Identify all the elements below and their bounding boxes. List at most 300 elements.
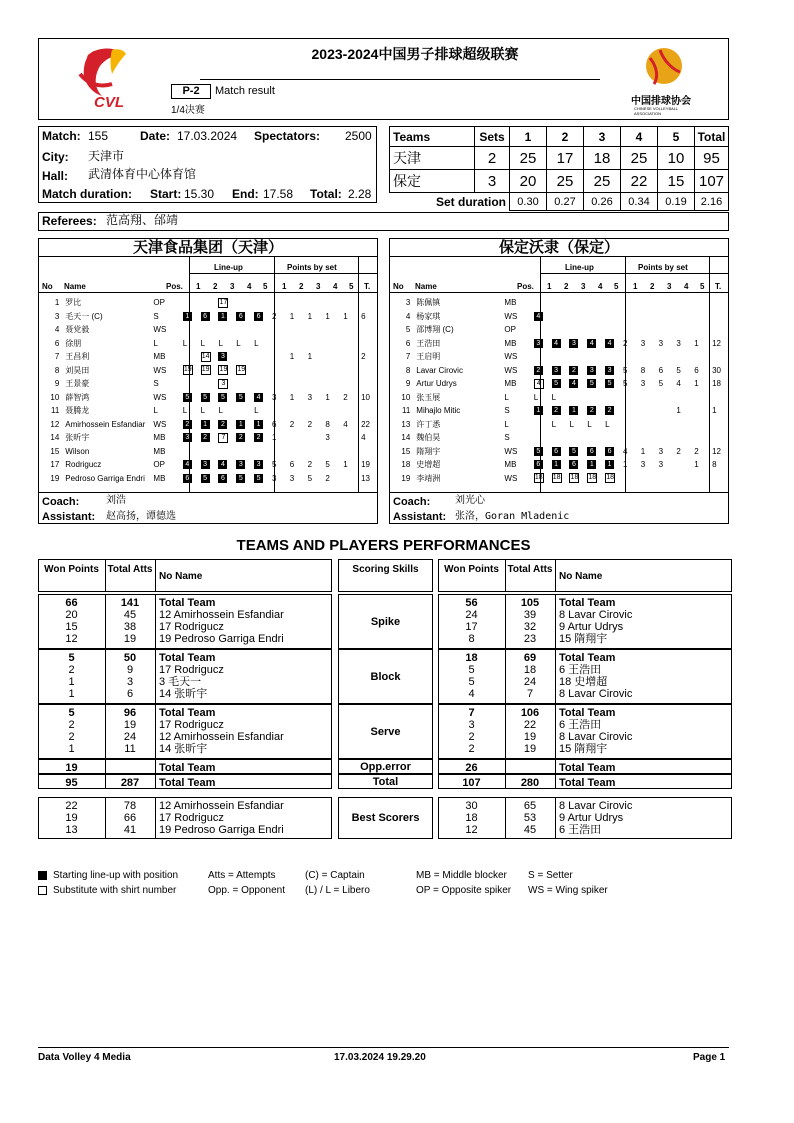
set-points [325, 323, 343, 337]
player-name: 李靖洲 [416, 473, 441, 483]
perf-spike-vline [155, 594, 156, 649]
perf-spike-vline [555, 594, 556, 649]
score-header-cell: Sets [475, 127, 510, 147]
lineup-cell [183, 391, 201, 405]
set-points: 4 [676, 379, 681, 388]
player-pos: MB [153, 446, 166, 456]
start-position-box: 3 [236, 460, 245, 469]
lineup-cell [534, 310, 552, 324]
player-no: 14 [50, 433, 60, 442]
perf-block-atts: 18 [523, 664, 537, 676]
player-row [389, 431, 729, 445]
perf-spike-vline [105, 594, 106, 649]
player-row [38, 364, 378, 378]
player-total [712, 323, 729, 337]
team-b-coach-label: Coach: [393, 496, 431, 508]
spectators-value: 2500 [345, 129, 372, 143]
perf-header-vline [105, 559, 106, 592]
perf-serve-box [438, 704, 732, 759]
perf-serve-box [38, 704, 332, 759]
lineup-cell [587, 431, 605, 445]
lineup-cell [587, 310, 605, 324]
start-position-box: 5 [236, 393, 245, 402]
set-points [694, 418, 712, 432]
set-points: 2 [307, 419, 313, 429]
perf-serve-vline [105, 704, 106, 759]
set-points [325, 296, 343, 310]
perf-block-atts: 24 [523, 676, 537, 688]
player-no: 8 [54, 365, 60, 375]
lineup-cell [183, 431, 201, 445]
set-points [325, 337, 343, 351]
set-points [343, 350, 361, 364]
player-row [389, 296, 729, 310]
start-position-box: 2 [605, 406, 614, 415]
lineup-cell [552, 472, 570, 486]
start-position-box: 6 [552, 447, 561, 456]
lineup-cell: L [218, 406, 223, 415]
set-points [623, 350, 641, 364]
perf-title: TEAMS AND PLAYERS PERFORMANCES [236, 537, 531, 554]
player-pos: L [153, 406, 158, 415]
perf-block-won: 1 [68, 688, 75, 700]
lineup-cell [183, 377, 201, 391]
perf-total-skill-box [338, 774, 433, 789]
perf-block-atts: 50 [123, 652, 137, 664]
perf-opp-error-skill: Opp.error [360, 760, 411, 773]
player-no: 7 [405, 352, 411, 361]
perf-spike-player: Total Team [159, 597, 216, 609]
player-row [38, 296, 378, 310]
lineup-cell [236, 391, 254, 405]
perf-spike-atts: 45 [123, 609, 137, 621]
perf-opp-error-vline [555, 759, 556, 774]
set-points [343, 364, 361, 378]
hall-value: 武清体育中心体育馆 [88, 167, 197, 181]
lineup-cell [183, 458, 201, 472]
perf-spike-player: Total Team [559, 597, 616, 609]
player-name: Mihajlo Mitic [416, 406, 461, 415]
doc-title: Match result [215, 85, 275, 97]
lineup-cell [218, 431, 236, 445]
start-position-box: 1 [569, 406, 578, 415]
stage: 1/4决赛 [171, 105, 205, 116]
lineup-cell [201, 310, 219, 324]
perf-skill-header-box [338, 559, 433, 592]
score-set: 25 [510, 147, 547, 170]
perf-block-player: 17 Rodrigucz [159, 664, 224, 676]
start-position-box: 3 [218, 352, 227, 361]
perf-block-box [38, 649, 332, 704]
perf-serve-atts: 106 [520, 707, 540, 719]
start-position-box: 6 [254, 312, 263, 321]
page-title: 2023-2024中国男子排球超级联赛 [311, 46, 519, 62]
set-points [290, 431, 308, 445]
set-points: 1 [325, 311, 330, 321]
lineup-cell [534, 431, 552, 445]
perf-spike-won: 12 [65, 633, 78, 645]
col-pset: 2 [650, 282, 655, 291]
substitute-box: 17 [219, 298, 228, 306]
player-row [38, 472, 378, 486]
start-position-box: 4 [534, 312, 543, 321]
lineup-cell [218, 310, 236, 324]
lineup-cell [552, 364, 570, 378]
lineup-cell [236, 310, 254, 324]
lineup-cell [201, 391, 219, 405]
set-points: 1 [694, 338, 699, 348]
cvl-logo-text: CVL [94, 94, 124, 111]
lineup-cell [183, 472, 201, 486]
set-points: 2 [289, 419, 295, 429]
team-a-name: 天津食品集团（天津） [132, 238, 283, 256]
player-no: 1 [54, 298, 60, 307]
perf-header-vline [155, 559, 156, 592]
lineup-cell [587, 377, 605, 391]
lineup-cell [569, 296, 587, 310]
set-points: 3 [676, 338, 681, 348]
col-pset: 2 [299, 282, 304, 291]
perf-serve-atts: 96 [123, 707, 137, 719]
player-name: 王浩田 [416, 338, 441, 348]
col-pset: 5 [700, 282, 705, 291]
set-points [325, 445, 343, 459]
player-pos: WS [504, 311, 518, 321]
set-points [623, 296, 641, 310]
lineup-cell [587, 323, 605, 337]
set-points: 1 [622, 460, 628, 469]
lineup-cell [183, 310, 201, 324]
lineup-cell [569, 431, 587, 445]
best-player: 17 Rodrigucz [159, 812, 224, 824]
start-position-box: 4 [569, 379, 578, 388]
team-b-head-line2 [389, 292, 729, 293]
set-points [308, 364, 326, 378]
footer-line [38, 1047, 729, 1048]
lineup-cell [254, 391, 272, 405]
best-player: 8 Lavar Cirovic [559, 800, 633, 812]
set-points [676, 350, 694, 364]
player-row [389, 364, 729, 378]
perf-total-player: Total Team [559, 777, 616, 789]
perf-serve-won: 2 [468, 731, 475, 743]
team-b-bottom-line [389, 492, 729, 493]
set-points: 2 [694, 446, 699, 456]
start-position-box: 6 [569, 460, 578, 469]
set-points [272, 404, 290, 418]
start-position-box: 5 [587, 379, 596, 388]
player-row [389, 310, 729, 324]
city-label: City: [42, 150, 69, 164]
player-table [389, 296, 729, 485]
player-row [38, 404, 378, 418]
perf-block-box [438, 649, 732, 704]
lineup-cell [587, 364, 605, 378]
perf-spike-won: 66 [65, 597, 78, 609]
player-name: Wilson [65, 446, 90, 456]
perf-serve-player: 14 张昕宇 [159, 743, 208, 755]
lineup-cell [605, 310, 623, 324]
legend-sub: Substitute with shirt number [53, 885, 177, 896]
set-points: 1 [307, 311, 313, 321]
set-points [659, 350, 677, 364]
score-set: 25 [621, 147, 658, 170]
lineup-cell: L [551, 392, 557, 402]
end-label: End: [232, 187, 259, 201]
set-points [641, 404, 659, 418]
perf-opp-error-vline [105, 759, 106, 774]
col-no: No [42, 282, 53, 291]
perf-spike-won: 20 [65, 609, 78, 621]
substitute-box: 3 [218, 379, 228, 389]
score-row [390, 170, 729, 193]
team-a-coach-label: Coach: [42, 496, 80, 508]
player-no: 15 [50, 446, 60, 456]
player-no: 9 [405, 379, 411, 388]
legend-op: OP = Opposite spiker [416, 885, 512, 896]
lineup-cell [254, 323, 272, 337]
team-b-head-line [540, 273, 729, 274]
set-duration: 0.19 [658, 193, 695, 211]
player-total [712, 472, 729, 486]
perf-block-atts: 69 [523, 652, 537, 664]
perf-block-won: 2 [68, 664, 75, 676]
perf-serve-atts: 19 [123, 719, 137, 731]
legend-opp: Opp. = Opponent [208, 885, 286, 896]
perf-opp-error-player: Total Team [559, 762, 616, 774]
score-team: 天津 [390, 147, 475, 170]
lineup-cell [534, 472, 552, 486]
player-pos: MB [504, 460, 517, 469]
score-team: 保定 [390, 170, 475, 193]
col-pos: Pos. [166, 282, 183, 291]
start-position-box: 2 [183, 420, 192, 429]
player-no: 15 [401, 446, 411, 456]
lineup-cell [552, 445, 570, 459]
player-total [712, 310, 729, 324]
player-total [361, 337, 378, 351]
lineup-cell [569, 377, 587, 391]
set-points [343, 296, 361, 310]
set-points: 1 [640, 446, 646, 456]
perf-spike-won: 56 [465, 597, 478, 609]
player-pos: MB [504, 338, 517, 348]
set-points [623, 391, 641, 405]
perf-header-box [38, 559, 332, 592]
start-position-box: 5 [236, 474, 245, 483]
player-no: 4 [405, 311, 411, 321]
set-points: 8 [640, 365, 646, 375]
best-atts: 65 [523, 800, 537, 812]
set-points: 3 [289, 473, 295, 483]
player-pos: WS [504, 352, 518, 361]
hall-label: Hall: [42, 169, 69, 183]
set-points: 3 [307, 392, 313, 402]
best-won: 22 [65, 800, 78, 812]
perf-total-vline [505, 774, 506, 789]
set-points [659, 404, 677, 418]
player-no: 11 [50, 406, 60, 415]
perf-total-atts: 287 [120, 777, 140, 789]
perf-serve-player: 17 Rodrigucz [159, 719, 224, 731]
score-total: 107 [695, 170, 729, 193]
referees-label: Referees: [42, 214, 97, 228]
perf-block-vline [505, 649, 506, 704]
set-points [641, 350, 659, 364]
total-value: 2.28 [348, 187, 372, 201]
player-no: 12 [50, 419, 60, 429]
player-no: 9 [54, 379, 60, 388]
perf-serve-atts: 22 [523, 719, 537, 731]
perf-hdr-skill: Scoring Skills [352, 564, 419, 575]
set-points: 1 [325, 392, 330, 402]
start-position-box: 5 [605, 379, 614, 388]
team-b-coach: 刘光心 [455, 495, 485, 506]
set-points [308, 323, 326, 337]
perf-total-skill: Total [372, 775, 399, 788]
set-points [659, 391, 677, 405]
lineup-cell [201, 364, 219, 378]
player-total [712, 391, 729, 405]
col-set: 5 [614, 282, 619, 291]
player-name: 杨家琪 [416, 311, 441, 321]
set-points [659, 472, 677, 486]
set-points: 1 [271, 433, 277, 442]
set-points [694, 310, 712, 324]
lineup-cell [587, 458, 605, 472]
player-name: 刘昊田 [65, 365, 90, 375]
player-no: 10 [50, 392, 60, 402]
player-no: 19 [50, 473, 60, 483]
perf-block-player: 14 张昕宇 [159, 688, 208, 700]
start-position-box: 3 [552, 366, 561, 375]
score-total: 95 [695, 147, 729, 170]
perf-spike-atts: 141 [120, 597, 140, 609]
lineup-cell [569, 323, 587, 337]
perf-block-won: 5 [468, 664, 475, 676]
lineup-cell [605, 323, 623, 337]
player-pos: OP [153, 460, 165, 469]
start-position-box: 4 [254, 393, 263, 402]
player-total [361, 364, 378, 378]
lineup-cell [183, 445, 201, 459]
lineup-cell [605, 391, 623, 405]
perf-block-vline [555, 649, 556, 704]
lineup-cell [183, 323, 201, 337]
perf-spike-won: 8 [468, 633, 475, 645]
player-total: 12 [712, 338, 721, 348]
perf-block-player: 8 Lavar Cirovic [559, 688, 633, 700]
start-position-box: 5 [183, 393, 192, 402]
set-points: 5 [676, 365, 681, 375]
perf-hdr-total: Total Atts [107, 564, 153, 575]
lineup-cell [587, 472, 605, 486]
player-row [38, 377, 378, 391]
lineup-cell [218, 364, 236, 378]
set-points [694, 404, 712, 418]
points-title: Points by set [638, 263, 688, 272]
player-name: 聂党毅 [65, 325, 90, 334]
points-title: Points by set [287, 263, 337, 272]
perf-spike-atts: 38 [123, 621, 137, 633]
perf-spike-atts: 19 [123, 633, 137, 645]
footer-right: Page 1 [693, 1052, 726, 1063]
substitute-box: 18 [552, 474, 561, 482]
perf-spike-skill: Spike [370, 615, 401, 628]
player-row [38, 458, 378, 472]
best-atts: 45 [523, 824, 537, 836]
perf-hdr-name: No Name [159, 571, 203, 582]
set-points [623, 418, 641, 432]
lineup-cell [534, 418, 552, 432]
col-pset: 3 [667, 282, 672, 291]
start-position-box: 1 [605, 460, 614, 469]
start-position-box: 2 [569, 366, 578, 375]
perf-block-won: 5 [468, 676, 475, 688]
set-duration: 2.16 [695, 193, 729, 211]
best-atts: 78 [123, 800, 137, 812]
player-total [361, 296, 378, 310]
substitute-box: 19 [201, 366, 210, 374]
set-duration-label: Set duration [435, 194, 506, 209]
score-set: 20 [510, 170, 547, 193]
set-points [623, 431, 641, 445]
date-value: 17.03.2024 [177, 129, 238, 143]
player-name: 王景豪 [65, 379, 90, 388]
start-position-box: 2 [236, 433, 245, 442]
set-duration: 0.34 [621, 193, 658, 211]
player-name: 隋翔宇 [416, 446, 441, 456]
set-points [290, 404, 308, 418]
perf-block-vline [155, 649, 156, 704]
set-points: 3 [658, 446, 664, 456]
player-no: 5 [405, 325, 411, 334]
set-points: 2 [622, 338, 628, 348]
set-points [308, 404, 326, 418]
perf-spike-atts: 39 [523, 609, 537, 621]
lineup-cell [201, 296, 219, 310]
best-player: 19 Pedroso Garriga Endri [159, 824, 284, 836]
set-points [676, 296, 694, 310]
set-points [308, 431, 326, 445]
perf-serve-won: 7 [468, 707, 475, 719]
set-points [343, 377, 361, 391]
lineup-cell [218, 296, 236, 310]
player-row [38, 310, 378, 324]
spectators-label: Spectators: [254, 129, 321, 143]
set-points [290, 337, 308, 351]
set-points [325, 350, 343, 364]
lineup-cell [236, 458, 254, 472]
perf-opp-error-vline [505, 759, 506, 774]
match-label: Match: [42, 129, 81, 143]
set-points [623, 310, 641, 324]
lineup-cell [201, 323, 219, 337]
set-points: 1 [343, 460, 348, 469]
match-no: 155 [88, 129, 109, 143]
team-b-name-line [389, 256, 729, 257]
perf-serve-player: Total Team [559, 707, 616, 719]
lineup-cell [569, 310, 587, 324]
set-points [676, 391, 694, 405]
start-position-box: 5 [552, 379, 561, 388]
set-duration-row [390, 193, 729, 211]
team-b-assistant-label: Assistant: [393, 511, 447, 523]
set-points: 6 [271, 419, 277, 429]
start-position-box: 2 [552, 406, 561, 415]
player-row [38, 391, 378, 405]
set-points: 6 [289, 460, 295, 469]
